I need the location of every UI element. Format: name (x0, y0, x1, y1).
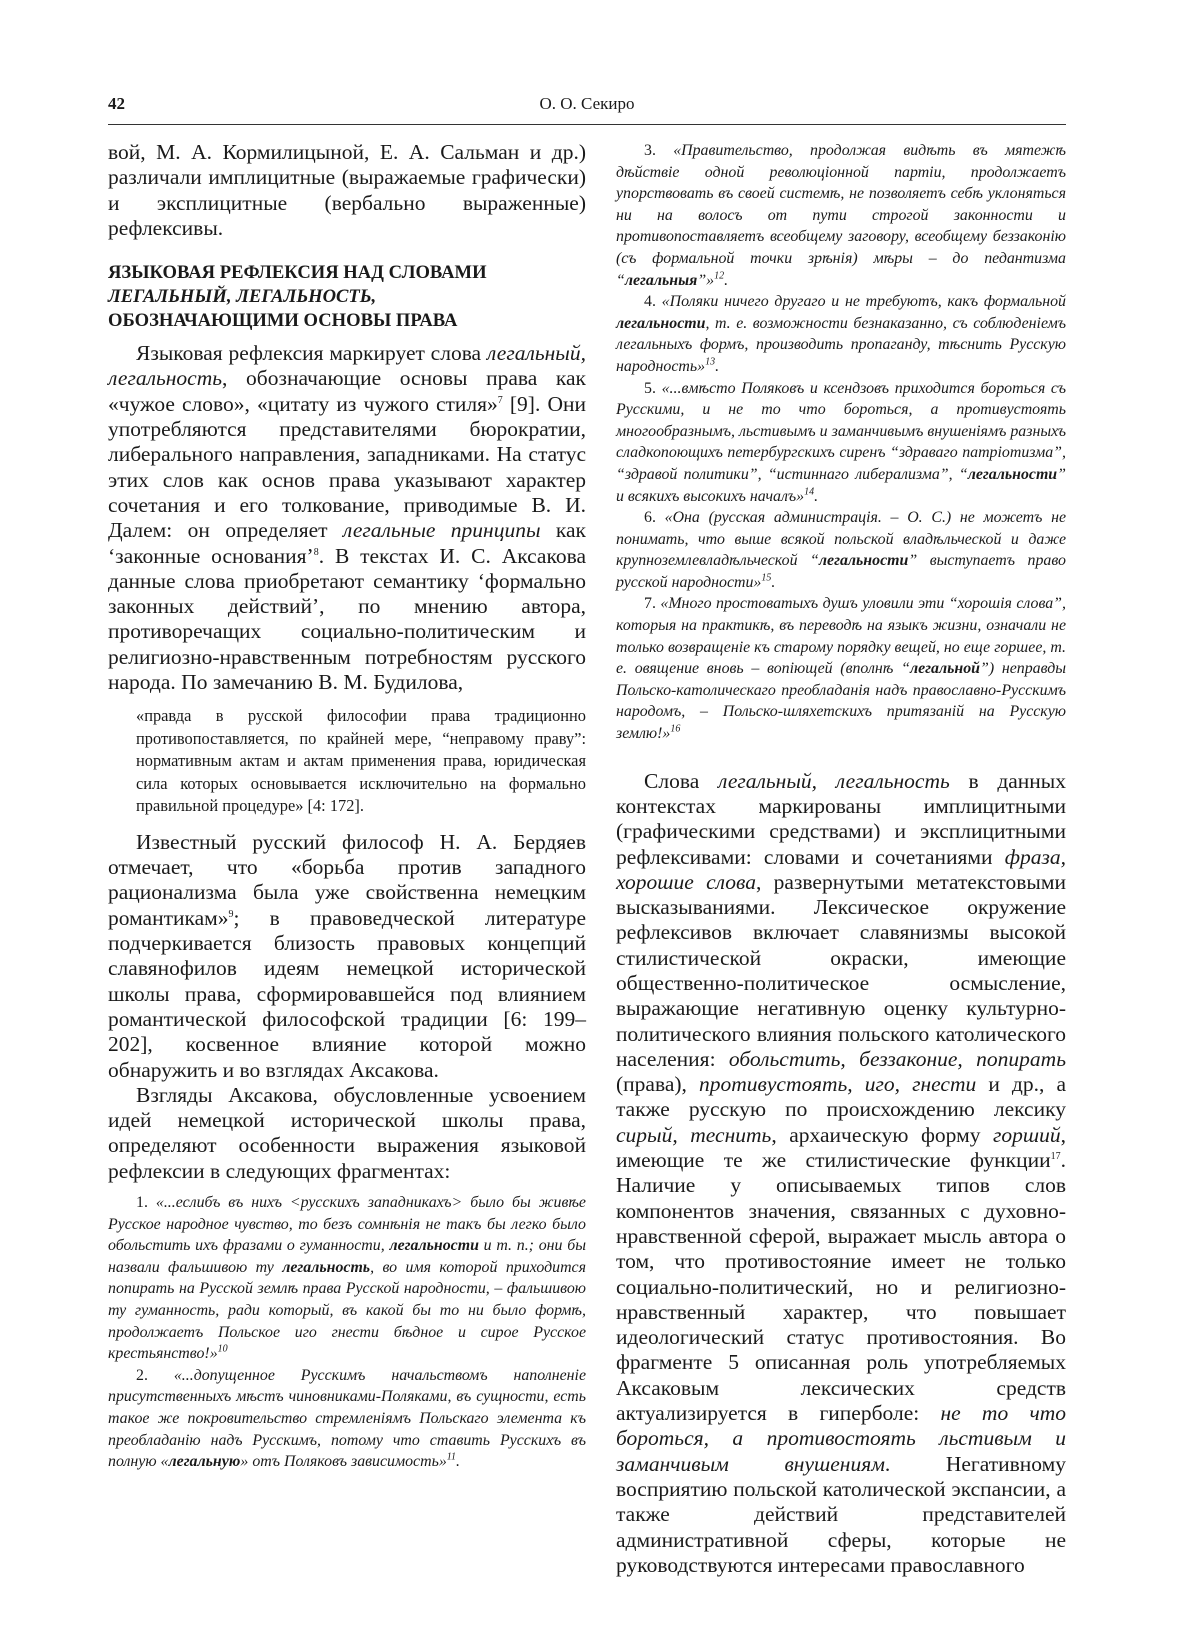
example-fragment-4: 4. «Поляки ничего другаго и не требуютъ, какъ формальной легальности, т. е. возможности безнаказанно, съ соблюденіемъ легальныхъ формъ, производить пропаганду, тѣснить Русскую народность»$^{13}$. (616, 293, 1067, 375)
footnote-ref: 11 (446, 1451, 457, 1463)
block-quote: «правда в русской философии права традиционно противопоставляется, по крайней мере, “неправому праву”: нормативным актам и актам применения права, юридическая сила которых основывается исключительно на формально правильной процедуре» [4: 172]. (136, 706, 586, 816)
footnote-ref: 9 (228, 908, 234, 920)
footnote-ref: 13 (705, 356, 716, 368)
example-fragment-2: 2. «...допущенное Русскимъ начальствомъ наполненіе присутственныхъ мѣстъ чиновниками-Поляками, въ сущности, есть такое же покровительство стремленіямъ Польскаго элемента къ преобладанію надъ Русскимъ, потому что ставить Русскихъ въ полную «легальную» отъ Поляковъ зависимость»$^{11}$. (108, 1366, 587, 1471)
section-heading-line: ЛЕГАЛЬНЫЙ, ЛЕГАЛЬНОСТЬ, (108, 286, 377, 308)
footnote-ref: 17 (1050, 1150, 1061, 1162)
paragraph-analysis: Слова легальный, легальность в данных контекстах маркированы имплицитными (графическими средствами) и эксплицитными рефлексивами: словами и сочетаниями фраза, хорошие слова, развернутыми метатекстовыми высказываниями. Лексическое окружение рефлексивов включает славянизмы высокой стилистической окраски, имеющие общественно-политическое осмысление, выражающие негативную оценку культурно-политического влияния польского католического населения: обольстить, беззаконие, попирать (права), противустоять, иго, гнести и др., а также русскую по происхождению лексику сирый, теснить, архаическую форму горший, имеющие те же стилистические функции$^{17}$. Наличие у описываемых типов слов компонентов значения, связанных с духовно-нравственной сферой, выражает мысль автора о том, что противостояние имеет не только социально-политический, но и религиозно-нравственный характер, что повышает идеологический статус противостояния. Во фрагменте 5 описанная роль употребляемых Аксаковым лексических средств актуализируется в гиперболе: не то что бороться, а противостоять льстивым и заманчивым внушениям. Негативному восприятию польской католической экспансии, а также действий представителей административной сферы, которые не руководствуются интересами православного (616, 768, 1067, 1577)
footnote-ref: 8 (313, 546, 319, 558)
right-column (616, 140, 1066, 1578)
paragraph-berdyaev: Известный русский философ Н. А. Бердяев отмечает, что «борьба против западного рационализма была уже свойственна немецким романтикам»$^9$; в правоведческой литературе подчеркивается близость правовых концепций славянофилов идеям немецкой исторической школы права, сформировавшейся под влиянием романтической философской традиции [6: 199–202], косвенное влияние которой можно обнаружить и во взглядах Аксакова. (108, 829, 586, 1082)
running-head: О. О. Секиро (539, 94, 635, 113)
footnote-ref: 10 (217, 1343, 228, 1355)
footnote-ref: 16 (670, 723, 681, 735)
example-fragment-3: 3. «Правительство, продолжая видѣть въ мятежѣ дѣйствіе одной революціонной партіи, продолжаетъ упорствовать въ своей системѣ, не позволяетъ себѣ уклоняться ни на волосъ от пути строгой законности и противопоставляетъ всеобщему заговору, всеобщему беззаконію (съ формальной точки зрѣнія) мѣры – до педантизма “легальныя”»$^{12}$. (616, 142, 1067, 289)
paragraph-reflexion: Языковая рефлексия маркирует слова легальный, легальность, обозначающие основы права как «чужое слово», «цитату из чужого стиля»$^7$ [9]. Они употребляются представителями бюрократии, либерального направления, западниками. На статус этих слов как основ права указывают характер сочетания и его толкование, приводимые В. И. Далем: он определяет легальные принципы как ‘законные основания’$^8$. В текстах И. С. Аксакова данные слова приобретают семантику ‘формально законных действий’, по мнению автора, противоречащих социально-политическим и религиозно-нравственным потребностям русского народа. По замечанию В. М. Будилова, (108, 341, 587, 695)
section-heading-line: ОБОЗНАЧАЮЩИМИ ОСНОВЫ ПРАВА (108, 310, 458, 332)
section-heading (108, 261, 586, 333)
footnote-ref: 15 (761, 572, 772, 584)
example-fragment-1: 1. «...еслибъ въ нихъ <русскихъ западникахъ> было бы живѣе Русское народное чувство, то безъ сомнѣнія не такъ бы легко было обольстить ихъ фразами о гуманности, легальности и т. п.; они бы назвали фальшивою ту легальность, во имя которой приходится попирать на Русской землѣ права Русской народности, – фальшивою ту гуманность, ради который, въ какой бы то ни было формѣ, продолжаетъ Польское иго гнести бѣдное и сирое Русское крестьянство!»$^{10}$ (108, 1194, 586, 1363)
page-number: 42 (108, 94, 125, 113)
footnote-ref: 14 (804, 486, 815, 498)
example-fragment-5: 5. «...вмѣсто Поляковъ и ксендзовъ приходится бороться съ Русскими, и не то что бороться, а противустоять многообразнымъ, льстивымъ и заманчивымъ внушеніямъ разныхъ сладкопоющихъ петербургскихъ сиренъ “здраваго патріотизма”, “здравой политики”, “истиннаго либерализма”, “легальности” и всякихъ высокихъ началъ»$^{14}$. (616, 379, 1066, 505)
footnote-ref: 7 (497, 394, 503, 406)
paragraph-intro-continued: вой, М. А. Кормилицыной, Е. А. Сальман и др.) различали имплицитные (выражаемые графически) и эксплицитные (вербально выраженные) рефлексивы. (108, 140, 586, 240)
paragraph-aksakov-views: Взгляды Аксакова, обусловленные усвоением идей немецкой исторической школы права, определяют особенности выражения языковой рефлексии в следующих фрагментах: (108, 1082, 586, 1183)
footnote-ref: 12 (714, 270, 725, 282)
example-fragment-7: 7. «Много простоватыхъ душъ уловили эти “хорошія слова”, которыя на практикѣ, въ переводѣ на языкъ жизни, означали не только возвращеніе къ старому порядку вещей, но еще горшее, т. е. овящение вновь – вопіющей (вполнѣ “легальной”) неправды Польско-католическаго преобладанія надъ православно-Русскимъ народомъ, – Польско-шляхетскихъ притязаній на Русскую землю!»$^{16}$ (616, 595, 1066, 743)
section-heading-line: ЯЗЫКОВАЯ РЕФЛЕКСИЯ НАД СЛОВАМИ (108, 262, 487, 284)
left-column (108, 140, 586, 1473)
page-header (108, 94, 1066, 125)
example-fragment-6: 6. «Она (русская администрація. – О. С.) не можетъ не понимать, что выше всякой польской владѣльческой и даже крупноземлевладѣльческой “легальности” выступаетъ право русской народности»$^{15}$. (616, 509, 1066, 591)
